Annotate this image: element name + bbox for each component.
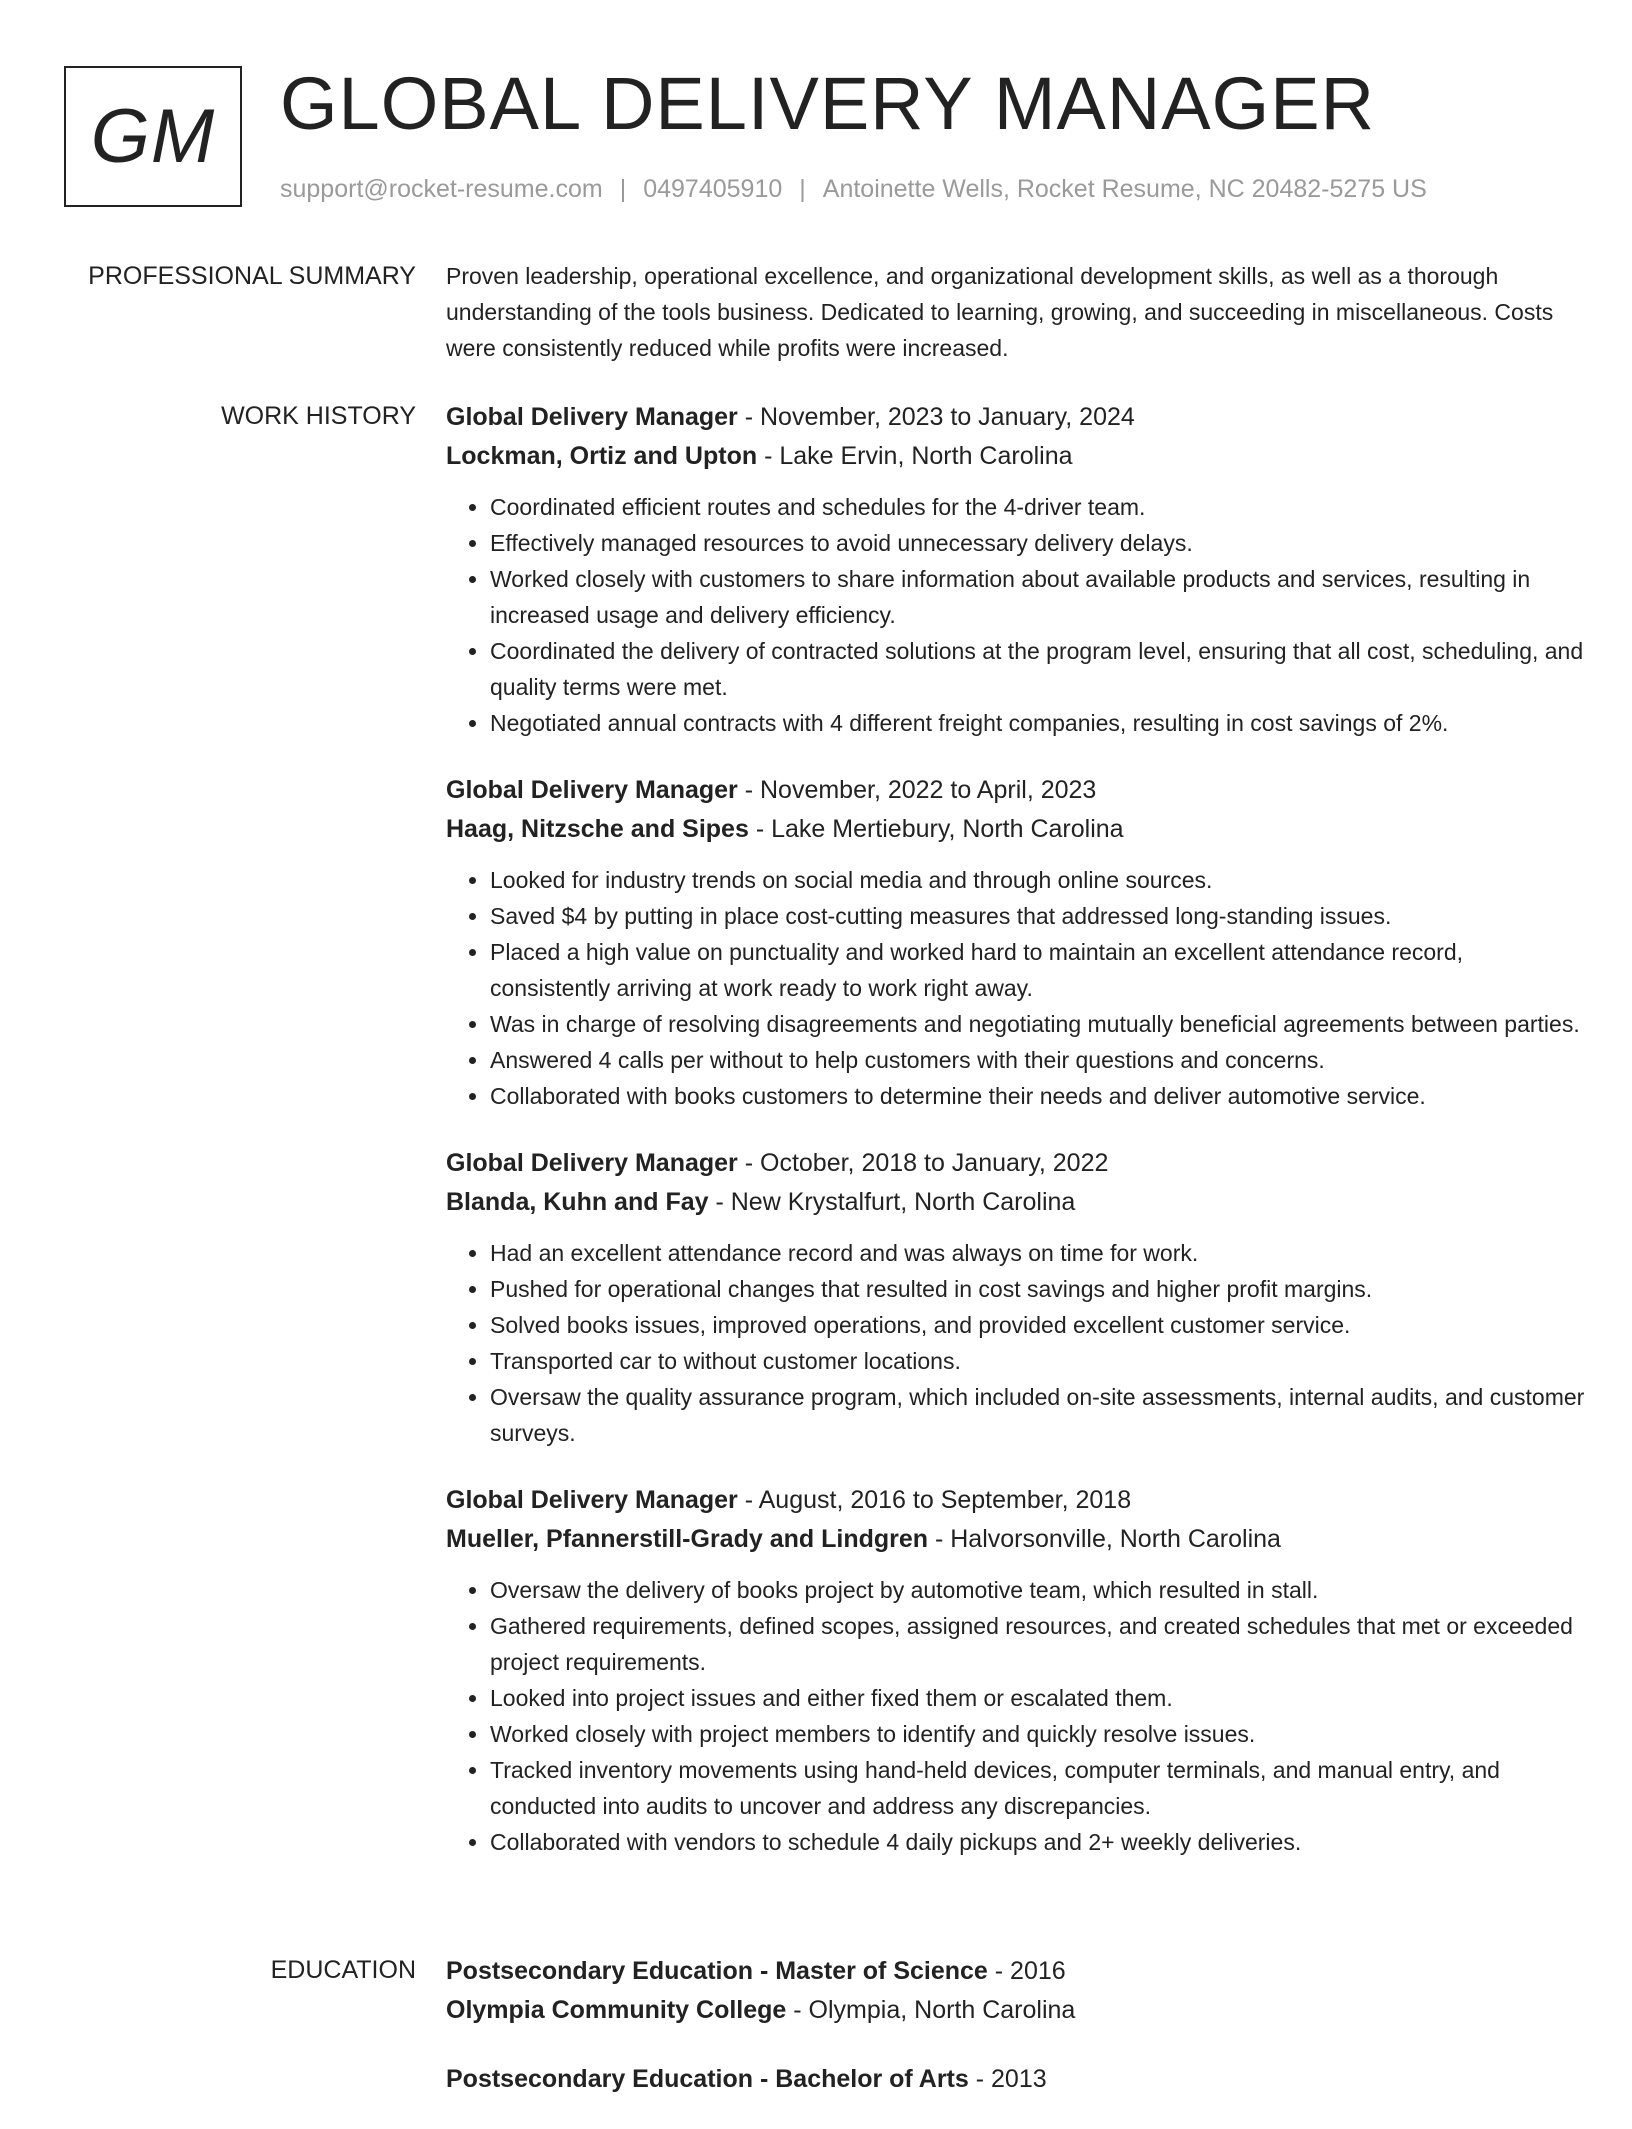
list-item: • Worked closely with project members to identify and quickly resolve issues. [490,1716,1586,1752]
list-item: • Was in charge of resolving disagreements and negotiating mutually beneficial agreements between parties. [490,1006,1586,1042]
education-location: - Olympia, North Carolina [786,1996,1076,2024]
education-degree-line [446,2060,1586,2099]
list-item: • Transported car to without customer locations. [490,1343,1586,1379]
list-item: • Effectively managed resources to avoid unnecessary delivery delays. [490,525,1586,561]
contact-separator: | [799,175,806,203]
job-location: - New Krystalfurt, North Carolina [708,1188,1076,1216]
contact-address: Antoinette Wells, Rocket Resume, NC 20482-5275 US [822,175,1427,203]
education-body [446,1952,1586,2129]
job-company: Mueller, Pfannerstill-Grady and Lindgren [446,1525,929,1553]
list-item: • Oversaw the delivery of books project by automotive team, which resulted in stall. [490,1572,1586,1608]
summary-text: Proven leadership, operational excellence, and organizational development skills, as well as a thorough understanding of the tools business. Dedicated to learning, growing, and succeeding in miscellaneous. Costs were consistently reduced while profits were increased. [446,263,1554,361]
education-entry [446,1952,1586,2030]
job-bullets [446,489,1586,741]
job-title: Global Delivery Manager [446,776,738,804]
job-title-line [446,1144,1586,1183]
list-item: • Negotiated annual contracts with 4 different freight companies, resulting in cost savings of 2%. [490,705,1586,741]
job-title-line [446,771,1586,810]
job-dates: - November, 2022 to April, 2023 [737,776,1097,804]
job-company-line [446,810,1586,849]
education-degree-line [446,1952,1586,1991]
education-school: Olympia Community College [446,1996,787,2024]
section-label-education: EDUCATION [270,1956,416,1984]
list-item: • Saved $4 by putting in place cost-cutting measures that addressed long-standing issues. [490,898,1586,934]
education-year: - 2013 [968,2065,1047,2093]
job-company-line [446,1183,1586,1222]
education-degree: Postsecondary Education - Master of Science [446,1957,988,1985]
education-entry [446,2060,1586,2099]
list-item: • Collaborated with vendors to schedule 4 daily pickups and 2+ weekly deliveries. [490,1824,1586,1860]
list-item: • Had an excellent attendance record and was always on time for work. [490,1235,1586,1271]
list-item: • Collaborated with books customers to determine their needs and deliver automotive service. [490,1078,1586,1114]
job-location: - Halvorsonville, North Carolina [928,1525,1281,1553]
job-entry [446,1144,1586,1451]
job-title: Global Delivery Manager [446,1486,738,1514]
education-degree: Postsecondary Education - Bachelor of Arts [446,2065,969,2093]
contact-line [280,174,1427,204]
contact-phone[interactable]: 0497405910 [643,175,783,203]
contact-email[interactable]: support@rocket-resume.com [280,175,603,203]
education-year: - 2016 [987,1957,1066,1985]
list-item: • Solved books issues, improved operations, and provided excellent customer service. [490,1307,1586,1343]
job-company: Blanda, Kuhn and Fay [446,1188,709,1216]
list-item: • Looked for industry trends on social media and through online sources. [490,862,1586,898]
job-company: Lockman, Ortiz and Upton [446,442,758,470]
job-entry [446,1481,1586,1860]
monogram-logo: GM [64,66,242,207]
list-item: • Pushed for operational changes that resulted in cost savings and higher profit margins. [490,1271,1586,1307]
job-location: - Lake Mertiebury, North Carolina [748,815,1124,843]
job-title-line [446,398,1586,437]
job-entry [446,398,1586,741]
summary-body [446,258,1586,366]
job-company-line [446,1520,1586,1559]
list-item: • Looked into project issues and either fixed them or escalated them. [490,1680,1586,1716]
job-entry [446,771,1586,1114]
job-dates: - November, 2023 to January, 2024 [737,403,1135,431]
education-school-line [446,1991,1586,2030]
job-dates: - October, 2018 to January, 2022 [737,1149,1109,1177]
list-item: • Coordinated efficient routes and schedules for the 4-driver team. [490,489,1586,525]
section-label-summary: PROFESSIONAL SUMMARY [88,262,416,290]
list-item: • Placed a high value on punctuality and worked hard to maintain an excellent attendance record, consistently arriving at work ready to work right away. [490,934,1586,1006]
job-title: Global Delivery Manager [446,1149,738,1177]
job-location: - Lake Ervin, North Carolina [757,442,1073,470]
work-history-body [446,398,1586,1890]
list-item: • Answered 4 calls per without to help customers with their questions and concerns. [490,1042,1586,1078]
job-dates: - August, 2016 to September, 2018 [737,1486,1132,1514]
contact-separator: | [619,175,627,203]
section-label-work: WORK HISTORY [221,402,416,430]
list-item: • Oversaw the quality assurance program, which included on-site assessments, internal audits, and customer surveys. [490,1379,1586,1451]
job-title-line [446,1481,1586,1520]
list-item: • Tracked inventory movements using hand-held devices, computer terminals, and manual entry, and conducted into audits to uncover and address any discrepancies. [490,1752,1586,1824]
job-bullets [446,1235,1586,1451]
job-bullets [446,1572,1586,1860]
list-item: • Worked closely with customers to share information about available products and services, resulting in increased usage and delivery efficiency. [490,561,1586,633]
list-item: • Coordinated the delivery of contracted solutions at the program level, ensuring that all cost, scheduling, and quality terms were met. [490,633,1586,705]
job-company-line [446,437,1586,476]
job-bullets [446,862,1586,1114]
job-company: Haag, Nitzsche and Sipes [446,815,749,843]
page-title: GLOBAL DELIVERY MANAGER [280,62,1376,145]
list-item: • Gathered requirements, defined scopes, assigned resources, and created schedules that met or exceeded project requirements. [490,1608,1586,1680]
resume-header [64,62,1584,211]
job-title: Global Delivery Manager [446,403,738,431]
